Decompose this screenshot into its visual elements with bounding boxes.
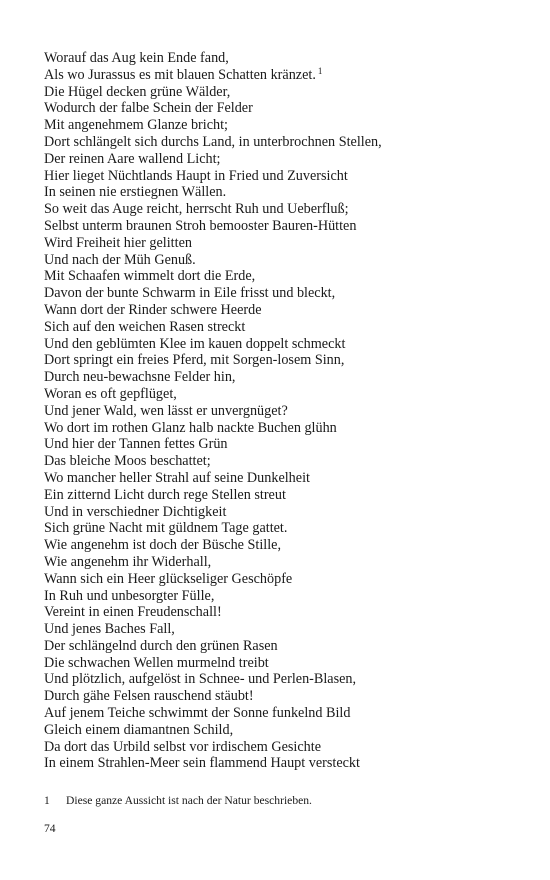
poem-line: Gleich einem diamantnen Schild, <box>44 721 234 738</box>
poem-text <box>44 50 524 772</box>
page-number: 74 <box>44 822 56 835</box>
poem-line: Durch neu-bewachsne Felder hin, <box>44 369 236 386</box>
poem-line: Worauf das Aug kein Ende fand, <box>44 50 229 66</box>
poem-line: Wo mancher heller Strahl auf seine Dunkelheit <box>44 469 310 486</box>
poem-line: In seinen nie erstiegnen Wällen. <box>44 184 227 201</box>
footnote-text: Diese ganze Aussicht ist nach der Natur beschrieben. <box>66 794 312 807</box>
poem-line: Davon der bunte Schwarm in Eile frisst und bleckt, <box>44 285 336 302</box>
poem-line: Sich grüne Nacht mit güldnem Tage gattet. <box>44 520 288 537</box>
poem-line: Sich auf den weichen Rasen streckt <box>44 318 246 335</box>
poem-line: In einem Strahlen-Meer sein flammend Haupt versteckt <box>44 755 360 772</box>
poem-line: Woran es oft gepflüget, <box>44 385 177 402</box>
poem-line: Und jenes Baches Fall, <box>44 621 175 638</box>
poem-line: Wann dort der Rinder schwere Heerde <box>44 301 262 318</box>
poem-line <box>44 67 524 84</box>
poem-line: Wo dort im rothen Glanz halb nackte Buchen glühn <box>44 419 337 436</box>
poem-line: Selbst unterm braunen Stroh bemooster Bauren-Hütten <box>44 217 357 234</box>
footnote-number: 1 <box>44 794 50 807</box>
poem-line: In Ruh und unbesorgter Fülle, <box>44 587 215 604</box>
poem-line: Und jener Wald, wen lässt er unvergnüget? <box>44 402 288 419</box>
poem-line: Mit Schaafen wimmelt dort die Erde, <box>44 268 256 285</box>
poem-line: So weit das Auge reicht, herrscht Ruh und Ueberfluß; <box>44 201 349 218</box>
poem-line: Dort schlängelt sich durchs Land, in unterbrochnen Stellen, <box>44 133 382 150</box>
poem-line: Die Hügel decken grüne Wälder, <box>44 83 231 100</box>
poem-line: Der schlängelnd durch den grünen Rasen <box>44 637 278 654</box>
poem-line: Und in verschiedner Dichtigkeit <box>44 503 227 520</box>
poem-line: Und plötzlich, aufgelöst in Schnee- und Perlen-Blasen, <box>44 671 357 688</box>
poem-line: Dort springt ein freies Pferd, mit Sorgen-losem Sinn, <box>44 352 345 369</box>
poem-line: Ein zitternd Licht durch rege Stellen streut <box>44 486 286 503</box>
poem-line: Da dort das Urbild selbst vor irdischem Gesichte <box>44 738 321 755</box>
poem-line: Wie angenehm ihr Widerhall, <box>44 553 212 570</box>
poem-line: Vereint in einen Freudenschall! <box>44 604 222 621</box>
poem-line: Die schwachen Wellen murmelnd treibt <box>44 654 269 671</box>
poem-line: Wodurch der falbe Schein der Felder <box>44 100 253 117</box>
poem-line: Wie angenehm ist doch der Büsche Stille, <box>44 537 282 554</box>
poem-line-text: Als wo Jurassus es mit blauen Schatten kränzet. <box>44 66 316 83</box>
poem-line: Auf jenem Teiche schwimmt der Sonne funkelnd Bild <box>44 705 351 722</box>
poem-line: Der reinen Aare wallend Licht; <box>44 150 221 167</box>
footnote-reference: 1 <box>317 65 323 76</box>
footnote <box>44 794 524 808</box>
poem-line: Und den geblümten Klee im kauen doppelt schmeckt <box>44 335 346 352</box>
poem-line: Hier lieget Nüchtlands Haupt in Fried und Zuversicht <box>44 167 348 184</box>
poem-line: Und hier der Tannen fettes Grün <box>44 436 228 453</box>
poem-line: Mit angenehmem Glanze bricht; <box>44 117 228 134</box>
poem-line: Durch gähe Felsen rauschend stäubt! <box>44 688 254 705</box>
poem-line: Das bleiche Moos beschattet; <box>44 453 211 470</box>
poem-line: Wann sich ein Heer glückseliger Geschöpfe <box>44 570 293 587</box>
poem-line: Und nach der Müh Genuß. <box>44 251 196 268</box>
poem-line: Wird Freiheit hier gelitten <box>44 234 192 251</box>
